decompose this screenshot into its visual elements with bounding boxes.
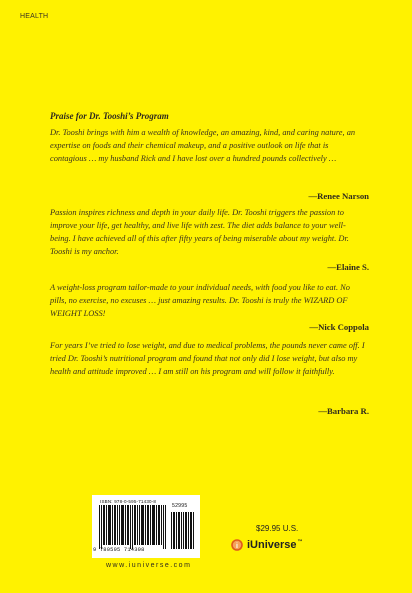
publisher-name <box>247 539 303 551</box>
publisher-name-text: iUniverse <box>247 539 297 551</box>
publisher-logo <box>231 539 303 551</box>
barcode-addon-label: 52995 <box>172 503 188 509</box>
category-label: HEALTH <box>20 13 49 20</box>
quote-text: A weight-loss program tailor-made to your individual needs, with food you like to eat. No pills, no exercise, no excuses … just amazing results. Dr. Tooshi is truly the WIZARD OF WEIGHT LOSS! <box>50 283 350 318</box>
quote-text: For years I’ve tried to lose weight, and due to medical problems, the pounds never came off. I tried Dr. Tooshi’s nutritional program and found that not only did I lose weight, but also my health and attitude improved … I am still on his program and will follow it faithfully. <box>50 341 365 376</box>
iuniverse-logo-icon <box>231 539 243 551</box>
quote-text: Passion inspires richness and depth in your daily life. Dr. Tooshi triggers the passion to improve your life, get healthy, and live life with zest. The diet adds balance to your well-being. I have achieved all of this after fifty years of being miserable about my weight. Dr. Tooshi is my anchor. <box>50 208 349 256</box>
quote-author: —Nick Coppola <box>309 322 369 332</box>
quote-author: —Elaine S. <box>327 262 369 272</box>
trademark-symbol: ™ <box>297 539 303 546</box>
barcode-bars <box>99 505 167 549</box>
praise-heading: Praise for Dr. Tooshi’s Program <box>50 111 169 121</box>
barcode-digits: 9 780595 714308 <box>93 547 145 553</box>
quote-author: —Renee Narson <box>308 191 369 201</box>
price-label: $29.95 U.S. <box>256 524 299 533</box>
barcode-addon-bars <box>171 512 195 549</box>
website-url: www.iuniverse.com <box>106 562 192 569</box>
barcode <box>92 495 200 558</box>
isbn-label: ISBN: 978-0-595-71430-8 <box>100 499 157 504</box>
svg-text:i: i <box>236 542 238 550</box>
quote-author: —Barbara R. <box>318 406 369 416</box>
quote-text: Dr. Tooshi brings with him a wealth of knowledge, an amazing, kind, and caring nature, an expertise on foods and their chemical makeup, and a positive outlook on life that is contagious … my husband Rick and I have lost over a hundred pounds collectively … <box>50 128 356 163</box>
